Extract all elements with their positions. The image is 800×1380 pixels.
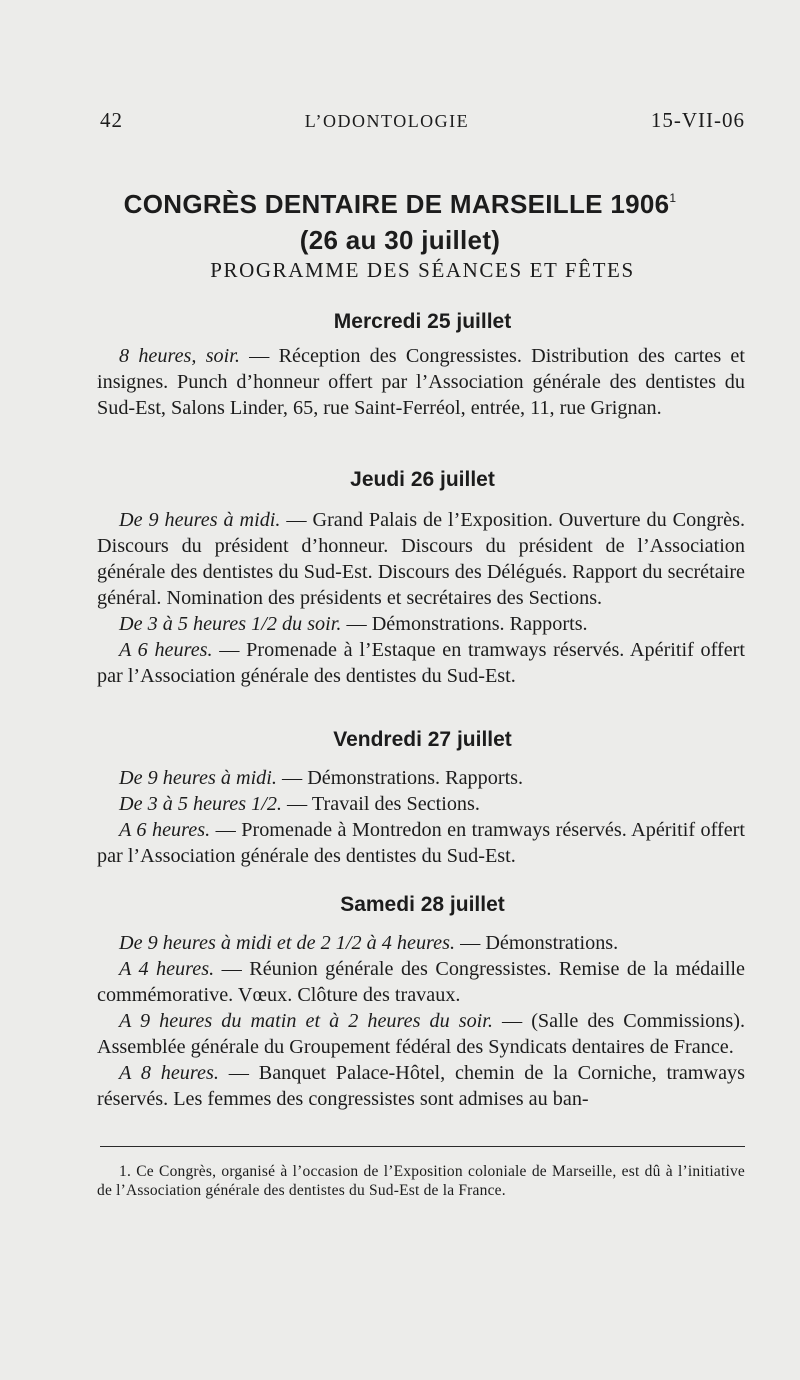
- entry: [97, 611, 745, 637]
- entry-time: A 6 heures.: [119, 639, 213, 661]
- entry-text: — Démonstrations. Rapports.: [276, 767, 524, 789]
- entry-time: A 8 heures.: [119, 1062, 219, 1084]
- footnote: [97, 1162, 745, 1200]
- entry-time: De 3 à 5 heures 1/2 du soir.: [119, 613, 342, 635]
- entry: [97, 637, 745, 689]
- page-number: 42: [100, 108, 123, 132]
- issue-date: 15-VII-06: [650, 108, 745, 132]
- entry: [97, 765, 745, 791]
- footnote-marker: 1.: [119, 1163, 132, 1180]
- journal-title: L’ODONTOLOGIE: [304, 111, 470, 131]
- entry-text: — Grand Palais de l’Exposition. Ouverture du Congrès. Discours du président d’honneur. Discours du président de l’Association générale des dentistes du Sud-Est. Discours des Délégués. Rapport du secrétaire général. Nomination des présidents et secrétaires des Sections.: [97, 509, 745, 609]
- title-line-2: (26 au 30 juillet): [299, 225, 501, 255]
- entry-text: — Promenade à Montredon en tramways réservés. Apéritif offert par l’Association générale des dentistes du Sud-Est.: [97, 819, 745, 867]
- day-heading-mercredi: Mercredi 25 juillet: [333, 310, 512, 333]
- entry-time: De 3 à 5 heures 1/2.: [119, 793, 282, 815]
- day-jeudi-entries: [97, 507, 745, 689]
- footnote-text: Ce Congrès, organisé à l’occasion de l’Exposition coloniale de Marseille, est dû à l’initiative de l’Association générale des dentistes du Sud-Est de la France.: [97, 1163, 745, 1199]
- entry-text: — Travail des Sections.: [281, 793, 480, 815]
- entry: [97, 1008, 745, 1060]
- entry-text: — Démonstrations.: [455, 932, 619, 954]
- footnote-divider: [100, 1146, 745, 1147]
- entry-text: — Réunion générale des Congressistes. Remise de la médaille commémorative. Vœux. Clôture des travaux.: [97, 958, 745, 1006]
- entry: [97, 817, 745, 869]
- entry-text: — (Salle des Commissions). Assemblée générale du Groupement fédéral des Syndicats dentaires de France.: [97, 1010, 745, 1058]
- day-heading-samedi: Samedi 28 juillet: [340, 893, 505, 916]
- entry-time: A 4 heures.: [119, 958, 215, 980]
- programme-heading: PROGRAMME DES SÉANCES ET FÊTES: [210, 258, 635, 282]
- article-title: [60, 180, 740, 258]
- entry: [97, 1060, 745, 1112]
- day-heading-jeudi: Jeudi 26 juillet: [350, 468, 495, 491]
- entry: [97, 507, 745, 611]
- entry-text: — Démonstrations. Rapports.: [341, 613, 588, 635]
- day-mercredi-entries: [97, 343, 745, 421]
- day-heading-vendredi: Vendredi 27 juillet: [333, 728, 512, 751]
- running-header: [100, 108, 745, 133]
- entry: [97, 791, 745, 817]
- entry-text: — Promenade à l’Estaque en tramways réservés. Apéritif offert par l’Association générale des dentistes du Sud-Est.: [97, 639, 745, 687]
- footnote-reference[interactable]: 1: [669, 191, 677, 205]
- entry-time: A 6 heures.: [119, 819, 211, 841]
- entry: [97, 343, 745, 421]
- entry-time: 8 heures, soir.: [119, 345, 240, 367]
- day-samedi-entries: [97, 930, 745, 1112]
- entry-text: — Réception des Congressistes. Distribution des cartes et insignes. Punch d’honneur offert par l’Association générale des dentistes du Sud-Est, Salons Linder, 65, rue Saint-Ferréol, entrée, 11, rue Grignan.: [97, 345, 745, 419]
- entry-time: A 9 heures du matin et à 2 heures du soir.: [119, 1010, 493, 1032]
- entry-time: De 9 heures à midi.: [119, 767, 277, 789]
- day-vendredi-entries: [97, 765, 745, 869]
- entry-time: De 9 heures à midi.: [119, 509, 281, 531]
- entry-time: De 9 heures à midi et de 2 1/2 à 4 heures.: [119, 932, 456, 954]
- title-line-1: CONGRÈS DENTAIRE DE MARSEILLE 1906: [123, 189, 670, 219]
- entry: [97, 930, 745, 956]
- entry-text: — Banquet Palace-Hôtel, chemin de la Corniche, tramways réservés. Les femmes des congressistes sont admises au ban-: [97, 1062, 745, 1110]
- entry: [97, 956, 745, 1008]
